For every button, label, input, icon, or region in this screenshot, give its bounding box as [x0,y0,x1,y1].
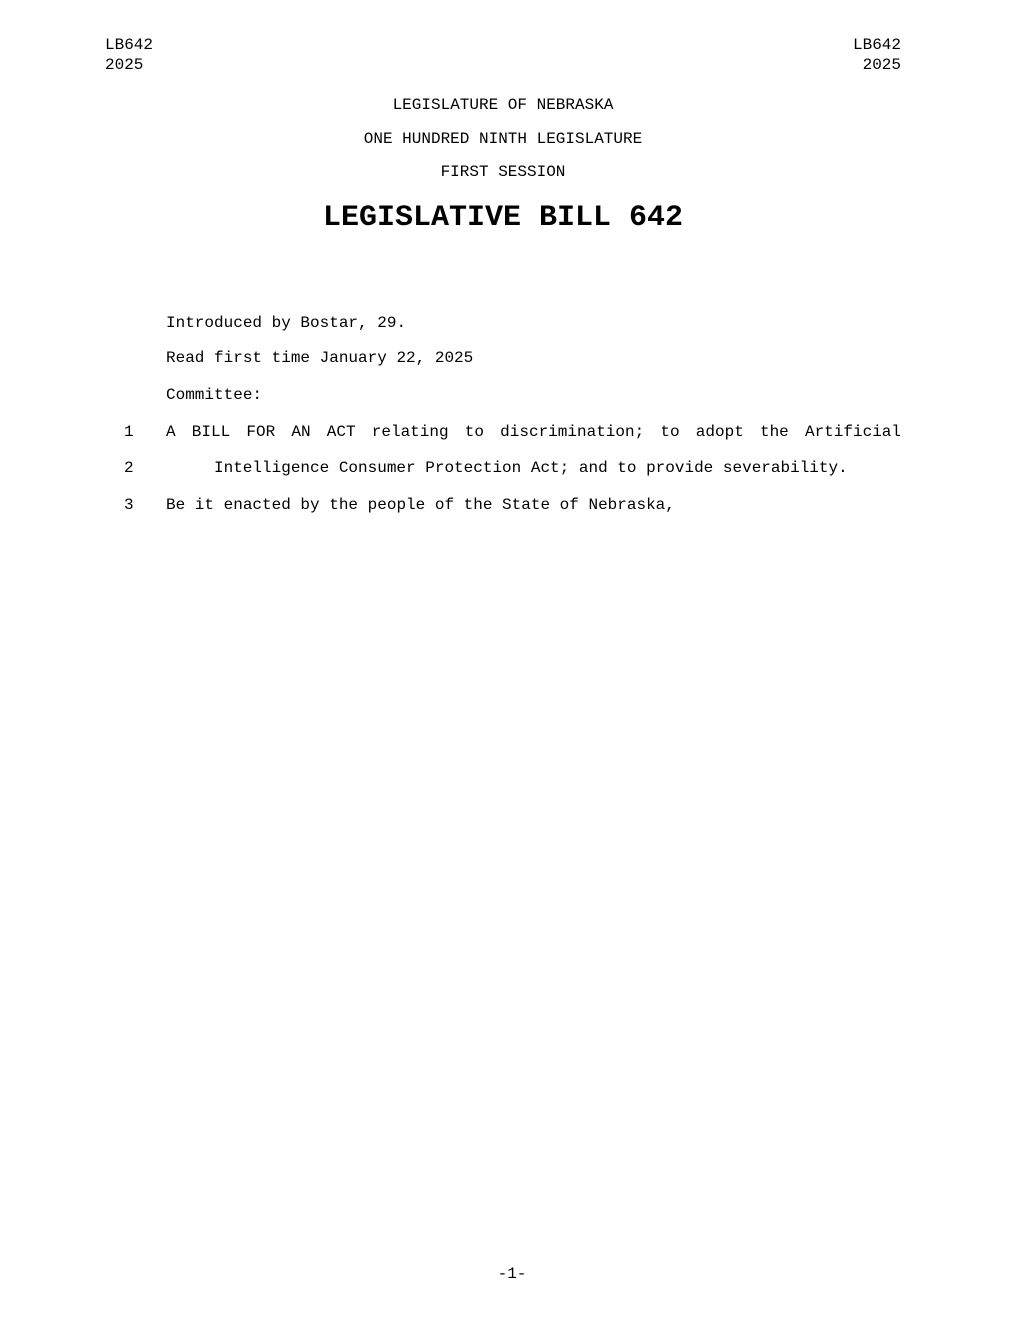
session-label: FIRST SESSION [440,163,566,181]
bill-line-1: A BILL FOR AN ACT relating to discrimination; to adopt the Artificial [166,423,901,441]
line-number-3: 3 [124,496,134,514]
header-left-year: 2025 [105,56,144,74]
committee-label: Committee: [166,386,263,404]
header-right-year: 2025 [862,56,901,74]
header-right [853,35,901,75]
bill-title: LEGISLATIVE BILL 642 [322,201,684,235]
bill-line-2: Intelligence Consumer Protection Act; and to provide severability. [214,459,848,477]
header-left [105,35,153,75]
page-number: -1- [497,1265,527,1283]
header-right-bill: LB642 [852,36,901,54]
line-number-2: 2 [124,459,134,477]
introduced-by: Introduced by Bostar, 29. [166,314,407,332]
line-number-1: 1 [124,423,134,441]
header-left-bill: LB642 [105,36,154,54]
enacting-clause: Be it enacted by the people of the State of Nebraska, [166,496,675,514]
legislature-name: LEGISLATURE OF NEBRASKA [392,96,614,114]
legislature-session-name: ONE HUNDRED NINTH LEGISLATURE [363,130,643,148]
read-first-time: Read first time January 22, 2025 [166,349,474,367]
